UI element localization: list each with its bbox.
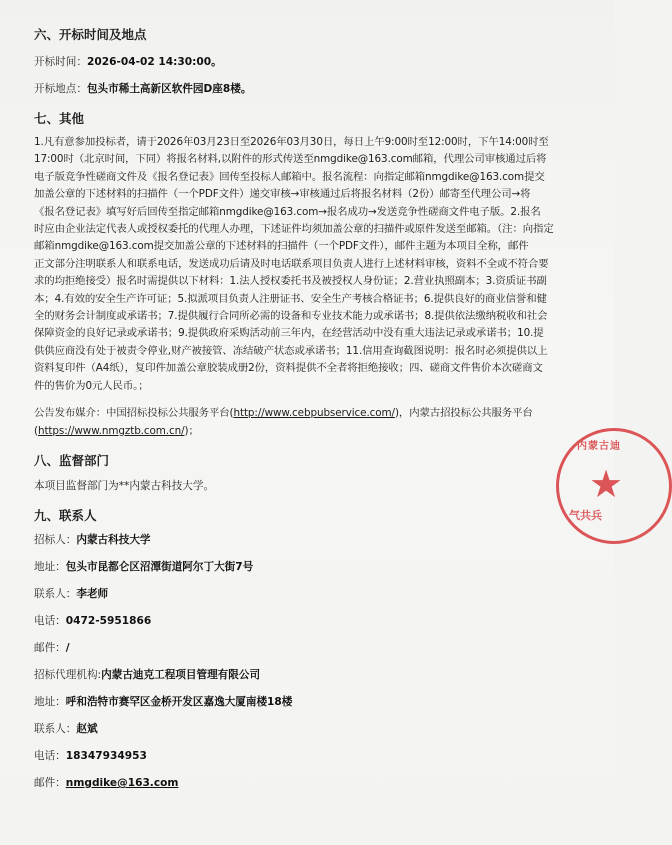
section7-line: 电子版竞争性磋商文件及《报名登记表》回传至投标人邮箱中。报名流程：向指定邮箱nmgdike@163.com提交 (34, 170, 545, 183)
contact-row (34, 613, 590, 630)
section7-line: 17:00时（北京时间，下同）将报名材料,以附件的形式传送至nmgdike@163.com邮箱，代理公司审核通过后将 (34, 153, 547, 166)
nmgztb-link[interactable]: https://www.nmgztb.com.cn/ (37, 424, 185, 437)
bid-opening-time-label: 开标时间： (34, 56, 87, 68)
contact-label: 地址： (34, 695, 66, 708)
contact-value: 呼和浩特市赛罕区金桥开发区嘉逸大厦南楼18楼 (65, 695, 293, 708)
contact-value: 李老师 (76, 587, 109, 600)
bid-opening-time-value: 2026-04-02 14:30:00。 (86, 56, 222, 68)
section7-line: 本；4.有效的安全生产许可证；5.拟派项目负责人注册证书、安全生产考核合格证书；6.提供良好的商业信誉和健 (34, 292, 547, 305)
contact-row (34, 748, 590, 765)
contact-value: 赵斌 (76, 722, 98, 735)
document-content (34, 26, 590, 792)
notice-media-paren: ( (34, 424, 38, 437)
section7-line: 求的均拒绝接受）报名时需提供以下材料：1.法人授权委托书及被授权人身份证；2.营业执照副本；3.资质证书副 (34, 275, 547, 288)
section7-line: 正文部分注明联系人和联系电话，发送成功后请及时电话联系项目负责人进行上述材料审核，资料不全或不符合要 (34, 257, 549, 270)
contact-label: 电话： (34, 749, 66, 762)
contact-value: 内蒙古迪克工程项目管理有限公司 (101, 668, 261, 681)
section9-heading: 九、联系人 (34, 507, 97, 523)
contact-label: 地址： (34, 560, 66, 573)
contact-label: 邮件： (34, 641, 66, 654)
star-icon: ★ (589, 462, 624, 506)
notice-media-line2 (34, 423, 590, 440)
section7-line: 供供应商没有处于被责令停业,财产被接管、冻结破产状态或承诺书；11.信用查询截图说明：报名时必须提供以上 (34, 344, 548, 357)
contact-email-link[interactable]: nmgdike@163.com (65, 776, 179, 789)
contact-list (34, 532, 590, 792)
contact-label: 联系人： (34, 722, 77, 735)
contact-row (34, 694, 590, 711)
contact-row (34, 721, 590, 738)
section7-line: 邮箱nmgdike@163.com提交加盖公章的下述材料的扫描件（一个PDF文件），邮件主题为本项目全称，邮件 (34, 240, 529, 253)
notice-media (34, 405, 590, 422)
section7-line: 加盖公章的下述材料的扫描件（一个PDF文件）递交审核→审核通过后将报名材料（2份）邮寄至代理公司→将 (34, 188, 531, 201)
supervision-text: 本项目监督部门为**内蒙古科技大学。 (34, 479, 215, 492)
contact-value: 包头市昆都仑区沼潭街道阿尔丁大街7号 (65, 560, 254, 573)
contact-row (34, 586, 590, 603)
section7-line: 保障资金的良好记录或承诺书；9.提供政府采购活动前三年内，在经营活动中没有重大违法记录或承诺书；10.提 (34, 327, 544, 340)
bid-opening-place-value: 包头市稀土高新区软件园D座8楼。 (86, 83, 252, 95)
contact-label: 电话： (34, 614, 66, 627)
notice-media-middle: )，内蒙古招投标公共服务平台 (394, 407, 533, 420)
notice-media-suffix: )； (184, 424, 199, 437)
section7-line: 资料复印件（A4纸），复印件加盖公章胶装成册2份，资料提供不全者将拒绝接收；四、磋商文件售价本次磋商文 (34, 362, 543, 375)
contact-label: 招标人： (34, 533, 77, 546)
bid-opening-time (34, 54, 590, 71)
section7-line: 全的财务会计制度或承诺书；7.提供履行合同所必需的设备和专业技术能力或承诺书；8.提供依法缴纳税收和社会 (34, 310, 548, 323)
seal-text-bottom: 气共兵 (569, 509, 602, 522)
section8-heading: 八、监督部门 (34, 452, 110, 468)
section7-line: 件的售价为0元人民币。； (34, 379, 149, 392)
contact-value: 0472-5951866 (65, 614, 152, 627)
contact-row (34, 532, 590, 549)
contact-value: 18347934953 (65, 749, 147, 762)
contact-row (34, 559, 590, 576)
section7-line: 1.凡有意参加投标者，请于2026年03月23日至2026年03月30日，每日上午9:00时至12:00时，下午14:00时至 (34, 136, 549, 148)
section6-heading: 六、开标时间及地点 (34, 27, 147, 42)
notice-media-prefix: 公告发布媒介：中国招标投标公共服务平台( (34, 407, 234, 420)
contact-label: 招标代理机构: (34, 668, 102, 681)
contact-value: 内蒙古科技大学 (76, 533, 151, 546)
contact-row (34, 667, 590, 684)
bid-opening-place (34, 81, 590, 98)
contact-row (34, 640, 590, 657)
section7-line: 《报名登记表》填写好后回传至指定邮箱nmgdike@163.com→报名成功→发送竞争性磋商文件电子版。2.报名 (34, 205, 541, 218)
section7-heading: 七、其他 (34, 111, 85, 126)
bid-opening-place-label: 开标地点： (34, 83, 87, 95)
official-seal (556, 428, 672, 544)
contact-label: 邮件： (34, 776, 66, 789)
seal-text-top: 内蒙古迪 (577, 441, 621, 452)
section7-body (34, 134, 590, 395)
section7-line: 时应由企业法定代表人或授权委托的代理人办理，下述证件均须加盖公章的扫描件或原件发送至邮箱。（注：向指定 (34, 223, 554, 236)
cebpubservice-link[interactable]: http://www.cebpubservice.com/ (233, 407, 395, 420)
contact-row (34, 775, 590, 792)
contact-value: / (65, 641, 70, 654)
contact-label: 联系人： (34, 587, 77, 600)
